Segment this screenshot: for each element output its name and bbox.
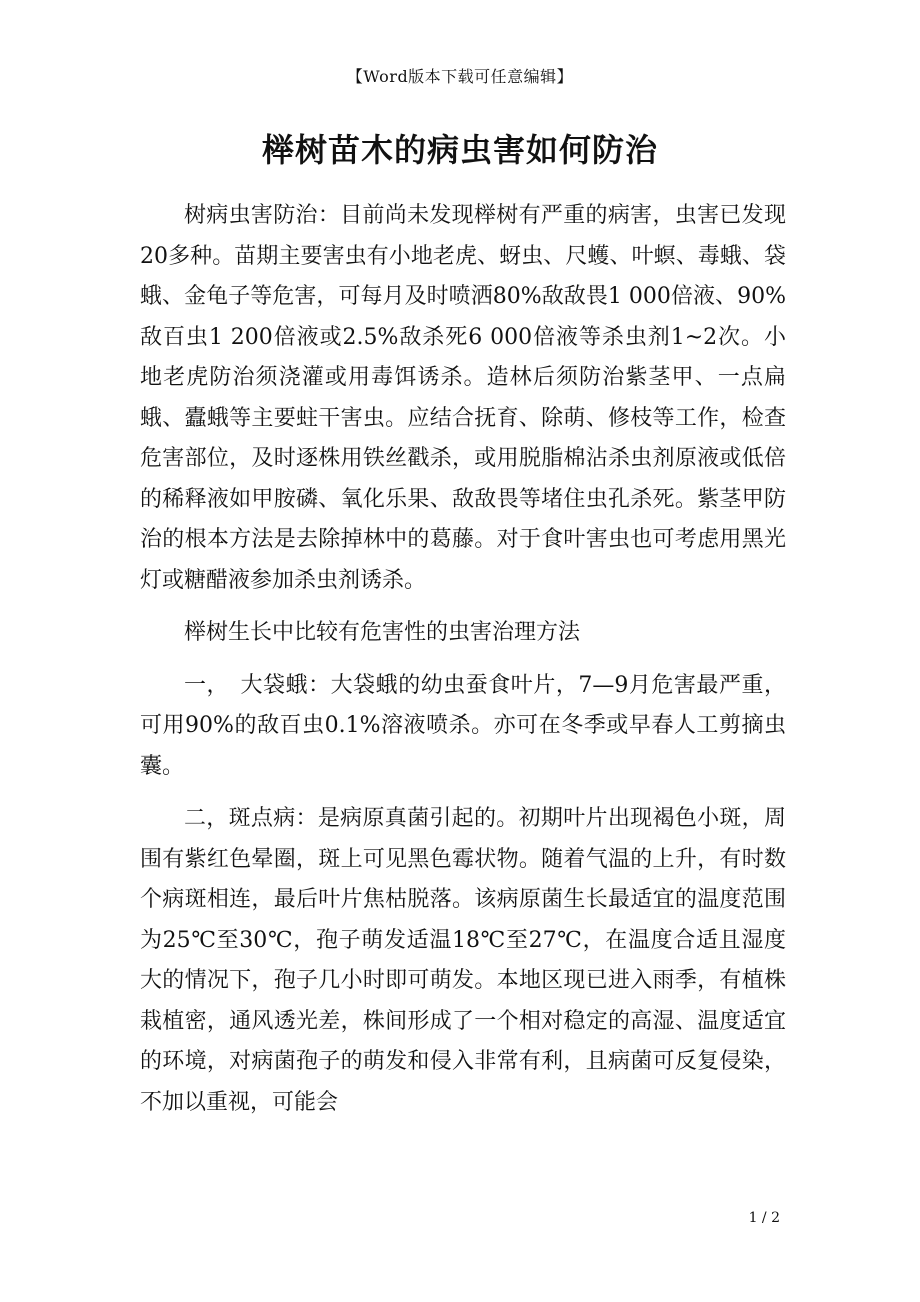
document-body: [140, 196, 786, 1135]
paragraph-section-heading: 榉树生长中比较有危害性的虫害治理方法: [184, 620, 581, 645]
header-note: 【Word版本下载可任意编辑】: [346, 67, 574, 86]
paragraph-leaf-spot: 二，斑点病：是病原真菌引起的。初期叶片出现褐色小斑，周围有紫红色晕圈，斑上可见黑色霉状物。随着气温的上升，有时数个病斑相连，最后叶片焦枯脱落。该病原菌生长最适宜的温度范围为25℃至30℃，孢子萌发适温18℃至27℃，在温度合适且湿度大的情况下，孢子几小时即可萌发。本地区现已进入雨季，有植株栽植密，通风透光差，株间形成了一个相对稳定的高湿、温度适宜的环境，对病菌孢子的萌发和侵入非常有利，且病菌可反复侵染，不加以重视，可能会: [140, 806, 786, 1115]
paragraph-bagworm: 一， 大袋蛾：大袋蛾的幼虫蚕食叶片，7—9月危害最严重，可用90%的敌百虫0.1%溶液喷杀。亦可在冬季或早春人工剪摘虫囊。: [140, 672, 786, 779]
page-number: 1 / 2: [748, 1210, 780, 1226]
document-title: 榉树苗木的病虫害如何防治: [261, 131, 658, 169]
paragraph-pest-control: 树病虫害防治：目前尚未发现榉树有严重的病害，虫害已发现20多种。苗期主要害虫有小地老虎、蚜虫、尺蠖、叶螟、毒蛾、袋蛾、金龟子等危害，可每月及时喷洒80%敌敌畏1 000倍液、90%敌百虫1 200倍液或2.5%敌杀死6 000倍液等杀虫剂1~2次。小地老虎防治须浇灌或用毒饵诱杀。造林后须防治紫茎甲、一点扁蛾、蠹蛾等主要蛀干害虫。应结合抚育、除萌、修枝等工作，检查危害部位，及时逐株用铁丝戳杀，或用脱脂棉沾杀虫剂原液或低倍的稀释液如甲胺磷、氧化乐果、敌敌畏等堵住虫孔杀死。紫茎甲防治的根本方法是去除掉林中的葛藤。对于食叶害虫也可考虑用黑光灯或糖醋液参加杀虫剂诱杀。: [140, 203, 786, 593]
